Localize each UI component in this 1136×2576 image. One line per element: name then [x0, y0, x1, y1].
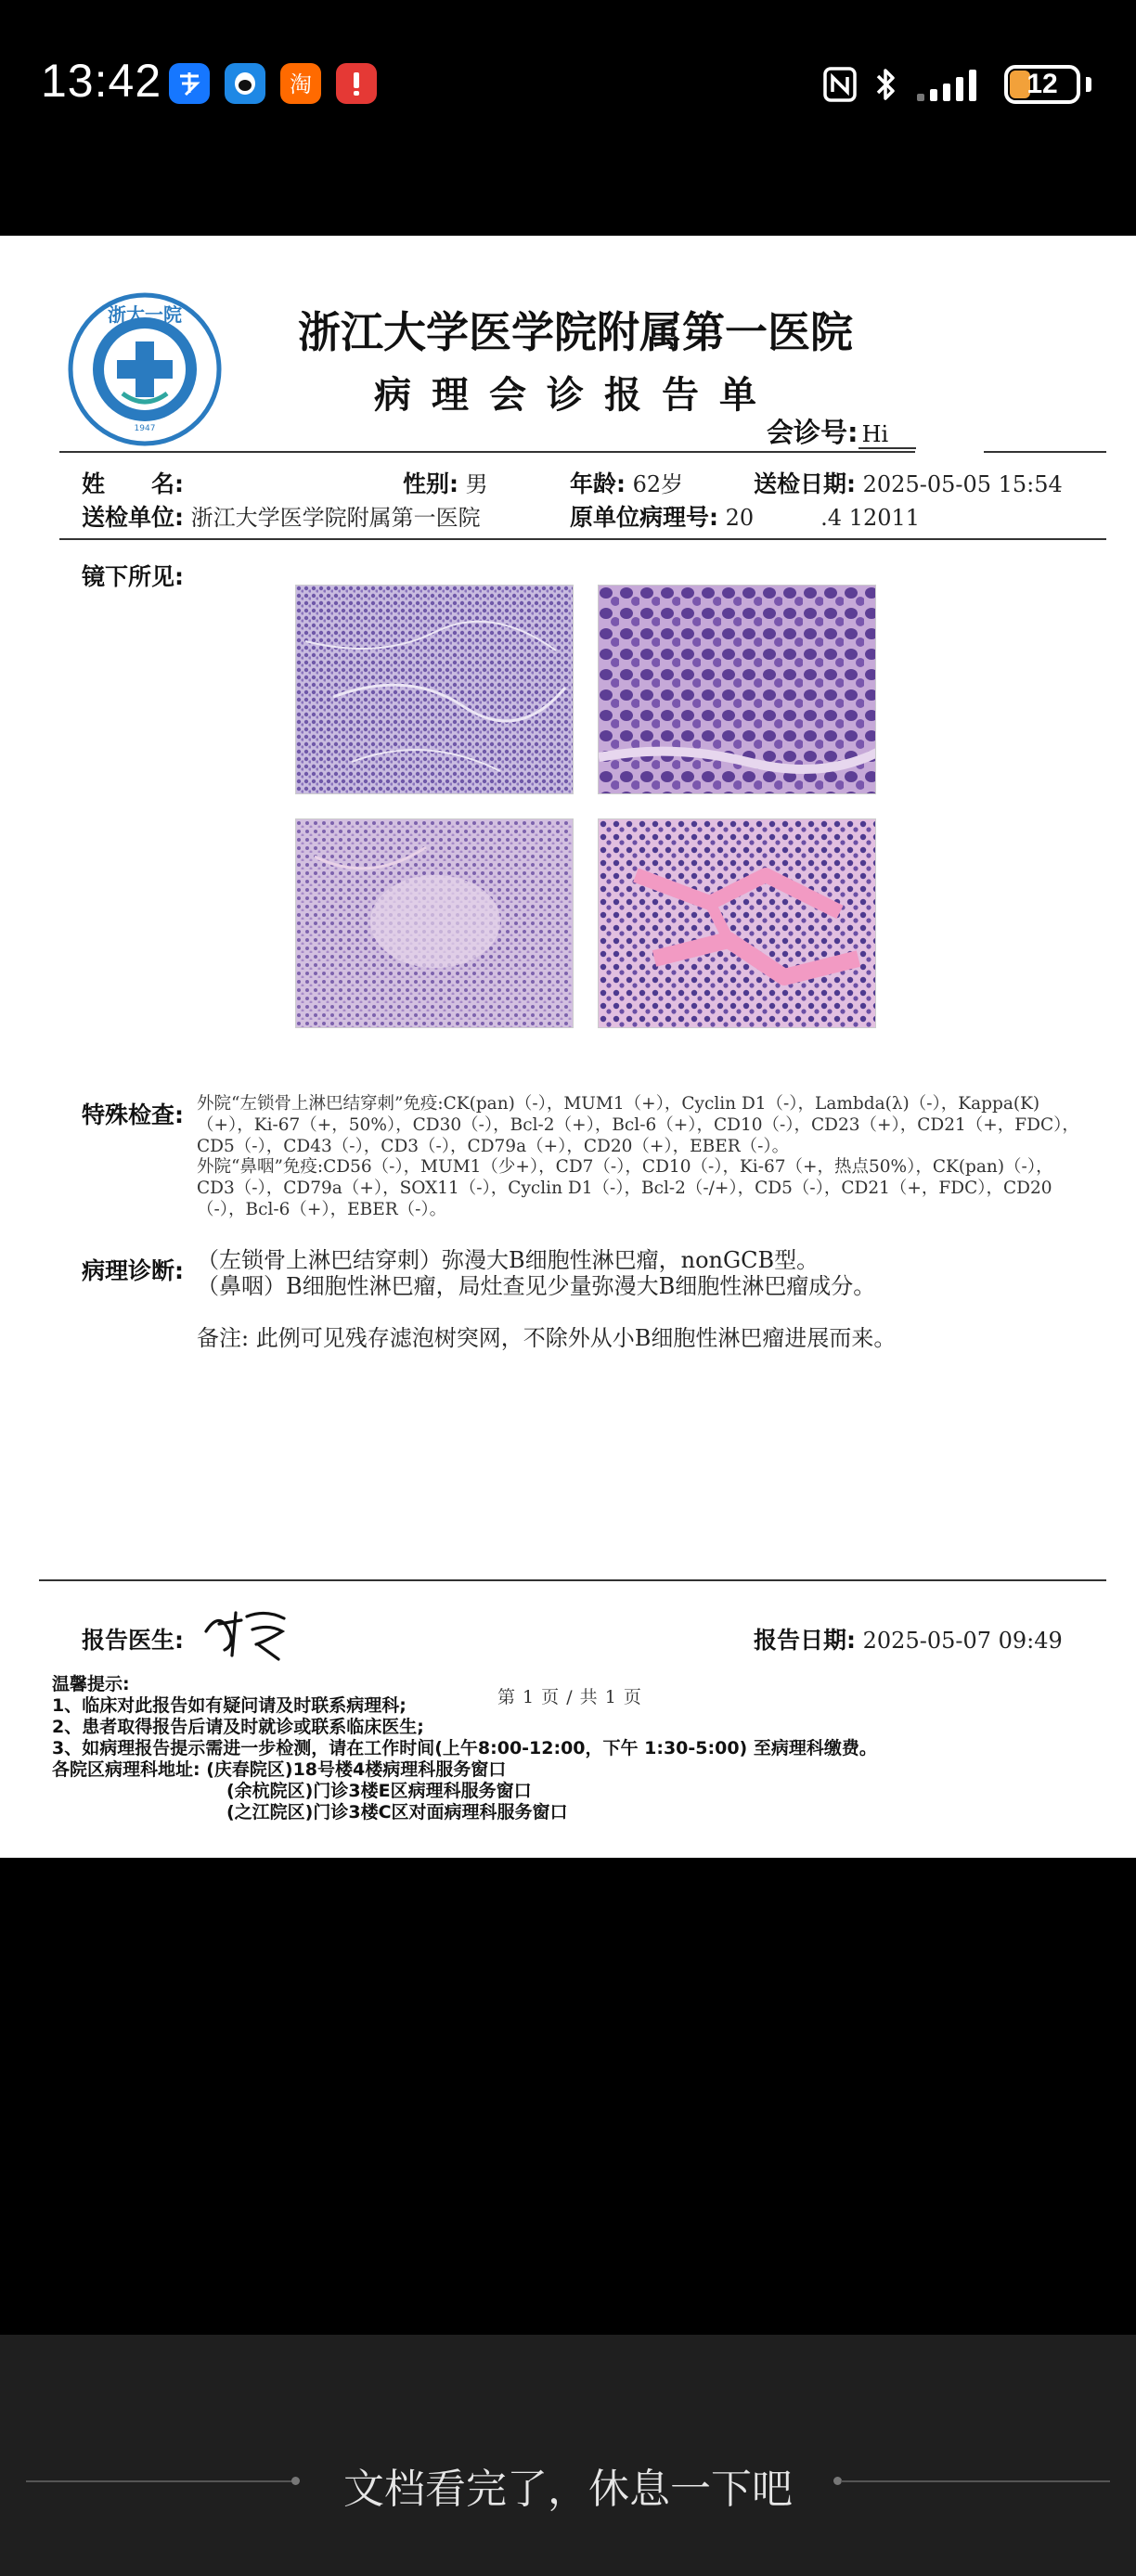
battery-icon: [1004, 65, 1080, 104]
nfc-icon: [822, 66, 858, 103]
clock: 13:42: [41, 55, 162, 107]
end-of-document-banner: [0, 2335, 1136, 2576]
alipay-icon: [169, 63, 210, 104]
address-line-3: (之江院区)门诊3楼C区对面病理科服务窗口: [226, 1802, 568, 1823]
end-message: 文档看完了，休息一下吧: [343, 2466, 793, 2513]
svg-text:浙大一院: 浙大一院: [108, 303, 182, 326]
bluetooth-icon: [874, 65, 898, 104]
special-exam-label: 特殊检查:: [82, 1101, 184, 1128]
patient-sex: 性别: 男: [403, 470, 488, 497]
address-line-1: 各院区病理科地址: (庆春院区)18号楼4楼病理科服务窗口: [52, 1759, 507, 1780]
report-title: 病理会诊报告单: [374, 373, 777, 417]
original-pathology-number: 原单位病理号: 20 .4 12011: [570, 504, 921, 531]
battery-level: 12: [1026, 69, 1058, 99]
tips-title: 温馨提示:: [52, 1674, 130, 1694]
status-right: [822, 61, 1091, 108]
patient-age: 年龄: 62岁: [570, 470, 684, 497]
qq-browser-icon: [225, 63, 265, 104]
micrograph-4: [598, 818, 876, 1028]
doctor-signature: [200, 1604, 293, 1665]
svg-text:1947: 1947: [134, 424, 156, 433]
micrograph-1: [295, 585, 574, 794]
diagnosis-line-2: （鼻咽）B细胞性淋巴瘤，局灶查见少量弥漫大B细胞性淋巴瘤成分。: [197, 1273, 876, 1299]
diagnosis-remark: 备注: 此例可见残存滤泡树突网，不除外从小B细胞性淋巴瘤进展而来。: [197, 1325, 897, 1351]
diagnosis-line-1: （左锁骨上淋巴结穿刺）弥漫大B细胞性淋巴瘤，nonGCB型。: [197, 1247, 820, 1273]
doctor-label: 报告医生:: [82, 1627, 184, 1654]
patient-name: 姓 名:: [82, 470, 184, 497]
hospital-logo: [67, 291, 223, 447]
consult-number: 会诊号: Hi: [767, 412, 916, 450]
page-indicator: 第 1 页 / 共 1 页: [497, 1687, 642, 1707]
special-exam-text-1: 外院“左锁骨上淋巴结穿刺”免疫:CK(pan)（-），MUM1（+），Cyclin D1（-），Lambda(λ)（-），Kappa(K)（+），Ki-67（+，50%），CD30（-），Bcl-2（+），Bcl-6（+），CD10（-），CD23（+），CD21（+，FDC），CD5（-），CD43（-），CD3（-），CD79a（+），CD20（+），EBER（-）。: [197, 1094, 1079, 1156]
report-date: 报告日期: 2025-05-07 09:49: [754, 1627, 1063, 1654]
signal-icon: [915, 66, 988, 103]
diagnosis-label: 病理诊断:: [82, 1257, 184, 1284]
tip-3: 3、如病理报告提示需进一步检测，请在工作时间(上午8:00-12:00，下午 1:30-5:00) 至病理科缴费。: [52, 1738, 877, 1758]
svg-text:淘: 淘: [290, 71, 312, 97]
divider-right: [841, 2480, 1110, 2482]
alert-app-icon: [336, 63, 377, 104]
hospital-name: 浙江大学医学院附属第一医院: [298, 307, 853, 357]
microscopic-label: 镜下所见:: [82, 563, 184, 590]
micrograph-3: [295, 818, 574, 1028]
tip-2: 2、患者取得报告后请及时就诊或联系临床医生;: [52, 1717, 424, 1737]
address-line-2: (余杭院区)门诊3楼E区病理科服务窗口: [226, 1781, 532, 1801]
micrograph-2: [598, 585, 876, 794]
taobao-icon: [280, 63, 321, 104]
submit-date: 送检日期: 2025-05-05 15:54: [754, 470, 1063, 497]
special-exam-text-2: 外院“鼻咽”免疫:CD56（-），MUM1（少+），CD7（-），CD10（-），Ki-67（+，热点50%），CK(pan)（-），CD3（-），CD79a（+），SOX11（-），Cyclin D1（-），Bcl-2（-/+），CD5（-），CD21（+，FDC），CD20（-），Bcl-6（+），EBER（-）。: [197, 1157, 1053, 1219]
report-document[interactable]: [0, 236, 1136, 1858]
status-bar: [0, 0, 1136, 236]
tip-1: 1、临床对此报告如有疑问请及时联系病理科;: [52, 1695, 407, 1716]
submit-unit: 送检单位: 浙江大学医学院附属第一医院: [82, 504, 481, 531]
